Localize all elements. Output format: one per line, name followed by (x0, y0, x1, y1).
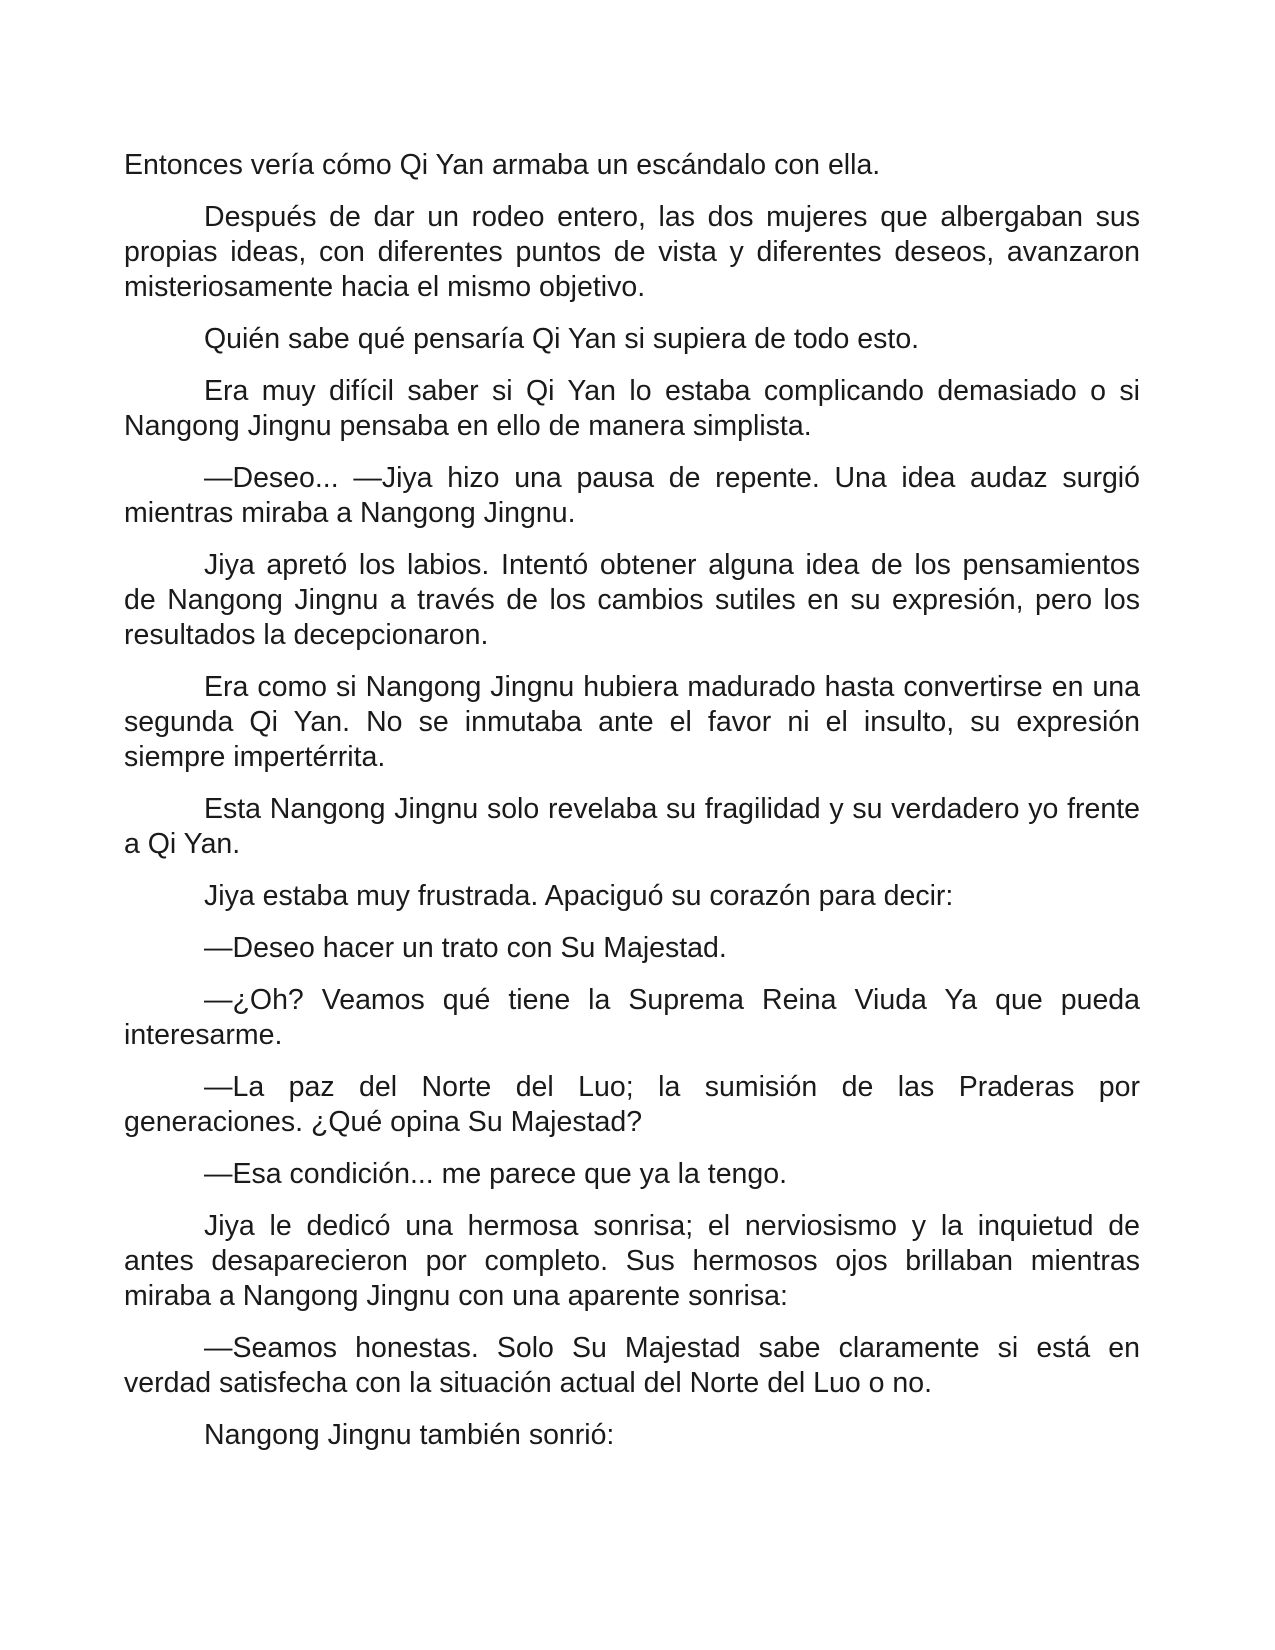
body-text (124, 148, 1140, 1470)
paragraph: —Seamos honestas. Solo Su Majestad sabe claramente si está en verdad satisfecha con la situación actual del Norte del Luo o no. (124, 1332, 1140, 1399)
paragraph: —Esa condición... me parece que ya la tengo. (204, 1158, 788, 1190)
paragraph: Jiya le dedicó una hermosa sonrisa; el nerviosismo y la inquietud de antes desaparecieron por completo. Sus hermosos ojos brillaban mientras miraba a Nangong Jingnu con una aparente sonrisa: (124, 1210, 1140, 1312)
paragraph: Después de dar un rodeo entero, las dos mujeres que albergaban sus propias ideas, con diferentes puntos de vista y diferentes deseos, avanzaron misteriosamente hacia el mismo objetivo. (124, 201, 1140, 303)
paragraph: Jiya apretó los labios. Intentó obtener alguna idea de los pensamientos de Nangong Jingnu a través de los cambios sutiles en su expresión, pero los resultados la decepcionaron. (124, 549, 1140, 651)
paragraph: Entonces vería cómo Qi Yan armaba un escándalo con ella. (124, 149, 881, 181)
paragraph: Quién sabe qué pensaría Qi Yan si supiera de todo esto. (204, 323, 920, 355)
paragraph: Era muy difícil saber si Qi Yan lo estaba complicando demasiado o si Nangong Jingnu pensaba en ello de manera simplista. (124, 375, 1140, 442)
paragraph: —Deseo... —Jiya hizo una pausa de repente. Una idea audaz surgió mientras miraba a Nangong Jingnu. (124, 462, 1140, 529)
paragraph: Era como si Nangong Jingnu hubiera madurado hasta convertirse en una segunda Qi Yan. No se inmutaba ante el favor ni el insulto, su expresión siempre impertérrita. (124, 671, 1140, 773)
paragraph: —¿Oh? Veamos qué tiene la Suprema Reina Viuda Ya que pueda interesarme. (124, 984, 1140, 1051)
paragraph: Jiya estaba muy frustrada. Apaciguó su corazón para decir: (204, 880, 954, 912)
paragraph: Nangong Jingnu también sonrió: (204, 1419, 615, 1451)
paragraph: —Deseo hacer un trato con Su Majestad. (204, 932, 727, 964)
paragraph: Esta Nangong Jingnu solo revelaba su fragilidad y su verdadero yo frente a Qi Yan. (124, 793, 1140, 860)
paragraph: —La paz del Norte del Luo; la sumisión de las Praderas por generaciones. ¿Qué opina Su Majestad? (124, 1071, 1140, 1138)
